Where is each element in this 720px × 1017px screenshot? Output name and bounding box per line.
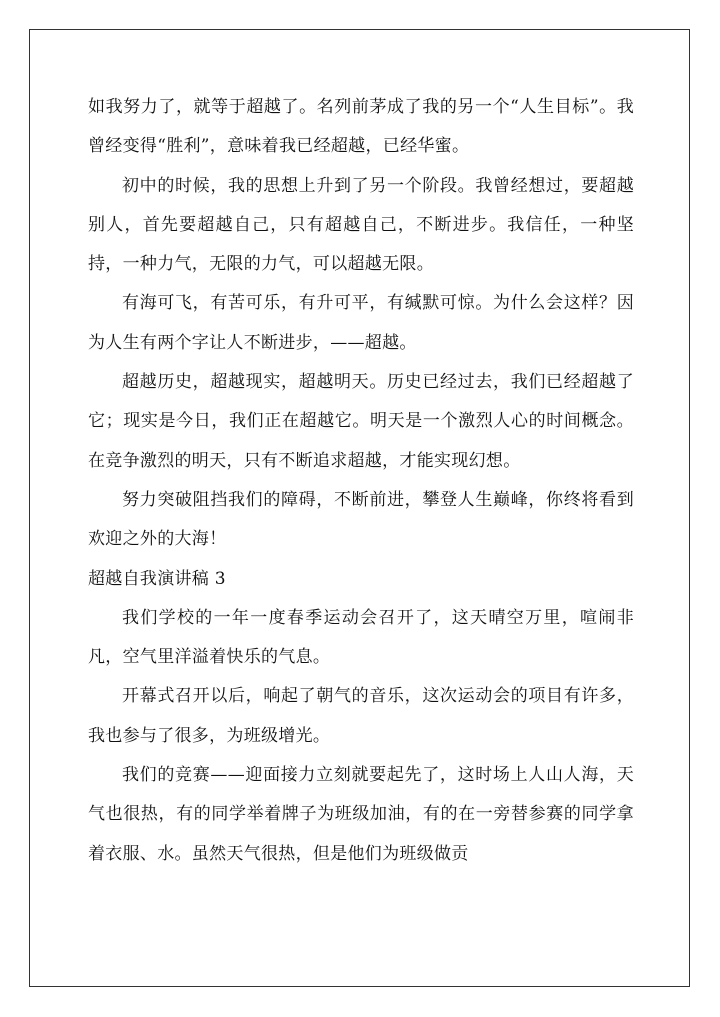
paragraph-2: 初中的时候，我的思想上升到了另一个阶段。我曾经想过，要超越别人，首先要超越自己，只有超越自己，不断进步。我信任，一种坚持，一种力气，无限的力气，可以超越无限。 (88, 175, 634, 275)
paragraph-3: 有海可飞，有苦可乐，有升可平，有缄默可惊。为什么会这样？因为人生有两个字让人不断进步，——超越。 (88, 293, 634, 353)
section-heading: 超越自我演讲稿 3 (88, 568, 226, 589)
paragraph-7: 开幕式召开以后，响起了朝气的音乐，这次运动会的项目有许多，我也参与了很多，为班级增光。 (88, 686, 634, 746)
paragraph-8: 我们的竞赛——迎面接力立刻就要起先了，这时场上人山人海，天气也很热，有的同学举着牌子为班级加油，有的在一旁替参赛的同学拿着衣服、水。虽然天气很热，但是他们为班级做贡 (88, 765, 634, 864)
document-body (88, 88, 634, 874)
paragraph-4: 超越历史，超越现实，超越明天。历史已经过去，我们已经超越了它；现实是今日，我们正在超越它。明天是一个激烈人心的时间概念。在竞争激烈的明天，只有不断追求超越，才能实现幻想。 (88, 372, 634, 471)
paragraph-5: 努力突破阻挡我们的障碍，不断前进，攀登人生巅峰，你终将看到欢迎之外的大海！ (88, 489, 634, 550)
paragraph-1: 如我努力了，就等于超越了。名列前茅成了我的另一个“人生目标”。我曾经变得“胜利”，意味着我已经超越，已经华蜜。 (88, 97, 634, 157)
paragraph-6: 我们学校的一年一度春季运动会召开了，这天晴空万里，喧闹非凡，空气里洋溢着快乐的气息。 (88, 607, 634, 668)
